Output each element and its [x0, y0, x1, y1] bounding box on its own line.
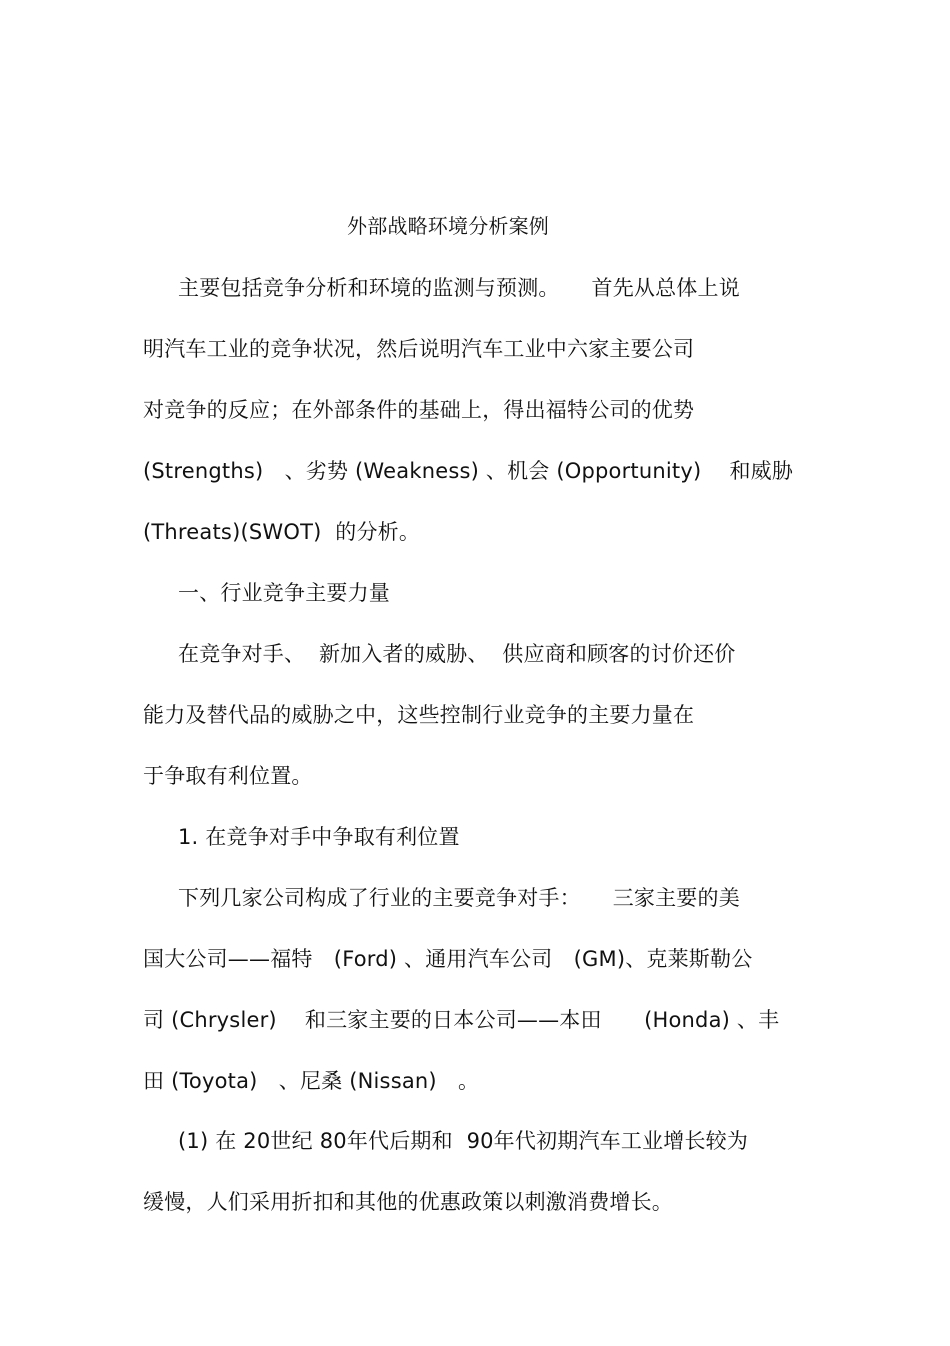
paragraph-line: 在竞争对手、 新加入者的威胁、 供应商和顾客的讨价还价 — [178, 642, 736, 666]
paragraph-line: (Threats)(SWOT) 的分析。 — [143, 520, 421, 544]
subsection-heading: 1. 在竞争对手中争取有利位置 — [178, 825, 460, 849]
paragraph-line: 缓慢，人们采用折扣和其他的优惠政策以刺激消费增长。 — [143, 1190, 673, 1214]
paragraph-line: 国大公司——福特 (Ford) 、通用汽车公司 (GM)、克莱斯勒公 — [143, 947, 753, 971]
paragraph-line: 对竞争的反应；在外部条件的基础上，得出福特公司的优势 — [143, 398, 695, 422]
paragraph-line: 能力及替代品的威胁之中，这些控制行业竞争的主要力量在 — [143, 703, 695, 727]
document-title: 外部战略环境分析案例 — [347, 214, 549, 238]
paragraph-line: (1) 在 20世纪 80年代后期和 90年代初期汽车工业增长较为 — [178, 1129, 749, 1153]
paragraph-line: 司 (Chrysler) 和三家主要的日本公司——本田 (Honda) 、丰 — [143, 1008, 780, 1032]
paragraph-line: 主要包括竞争分析和环境的监测与预测。 首先从总体上说 — [178, 276, 740, 300]
paragraph-line: 明汽车工业的竞争状况，然后说明汽车工业中六家主要公司 — [143, 337, 695, 361]
paragraph-line: 于争取有利位置。 — [143, 764, 313, 788]
paragraph-line: 下列几家公司构成了行业的主要竞争对手： 三家主要的美 — [178, 886, 740, 910]
section-heading: 一、行业竞争主要力量 — [178, 581, 390, 605]
paragraph-line: 田 (Toyota) 、尼桑 (Nissan) 。 — [143, 1069, 480, 1093]
paragraph-line: (Strengths) 、劣势 (Weakness) 、机会 (Opportunity) 和威胁 — [143, 459, 794, 483]
